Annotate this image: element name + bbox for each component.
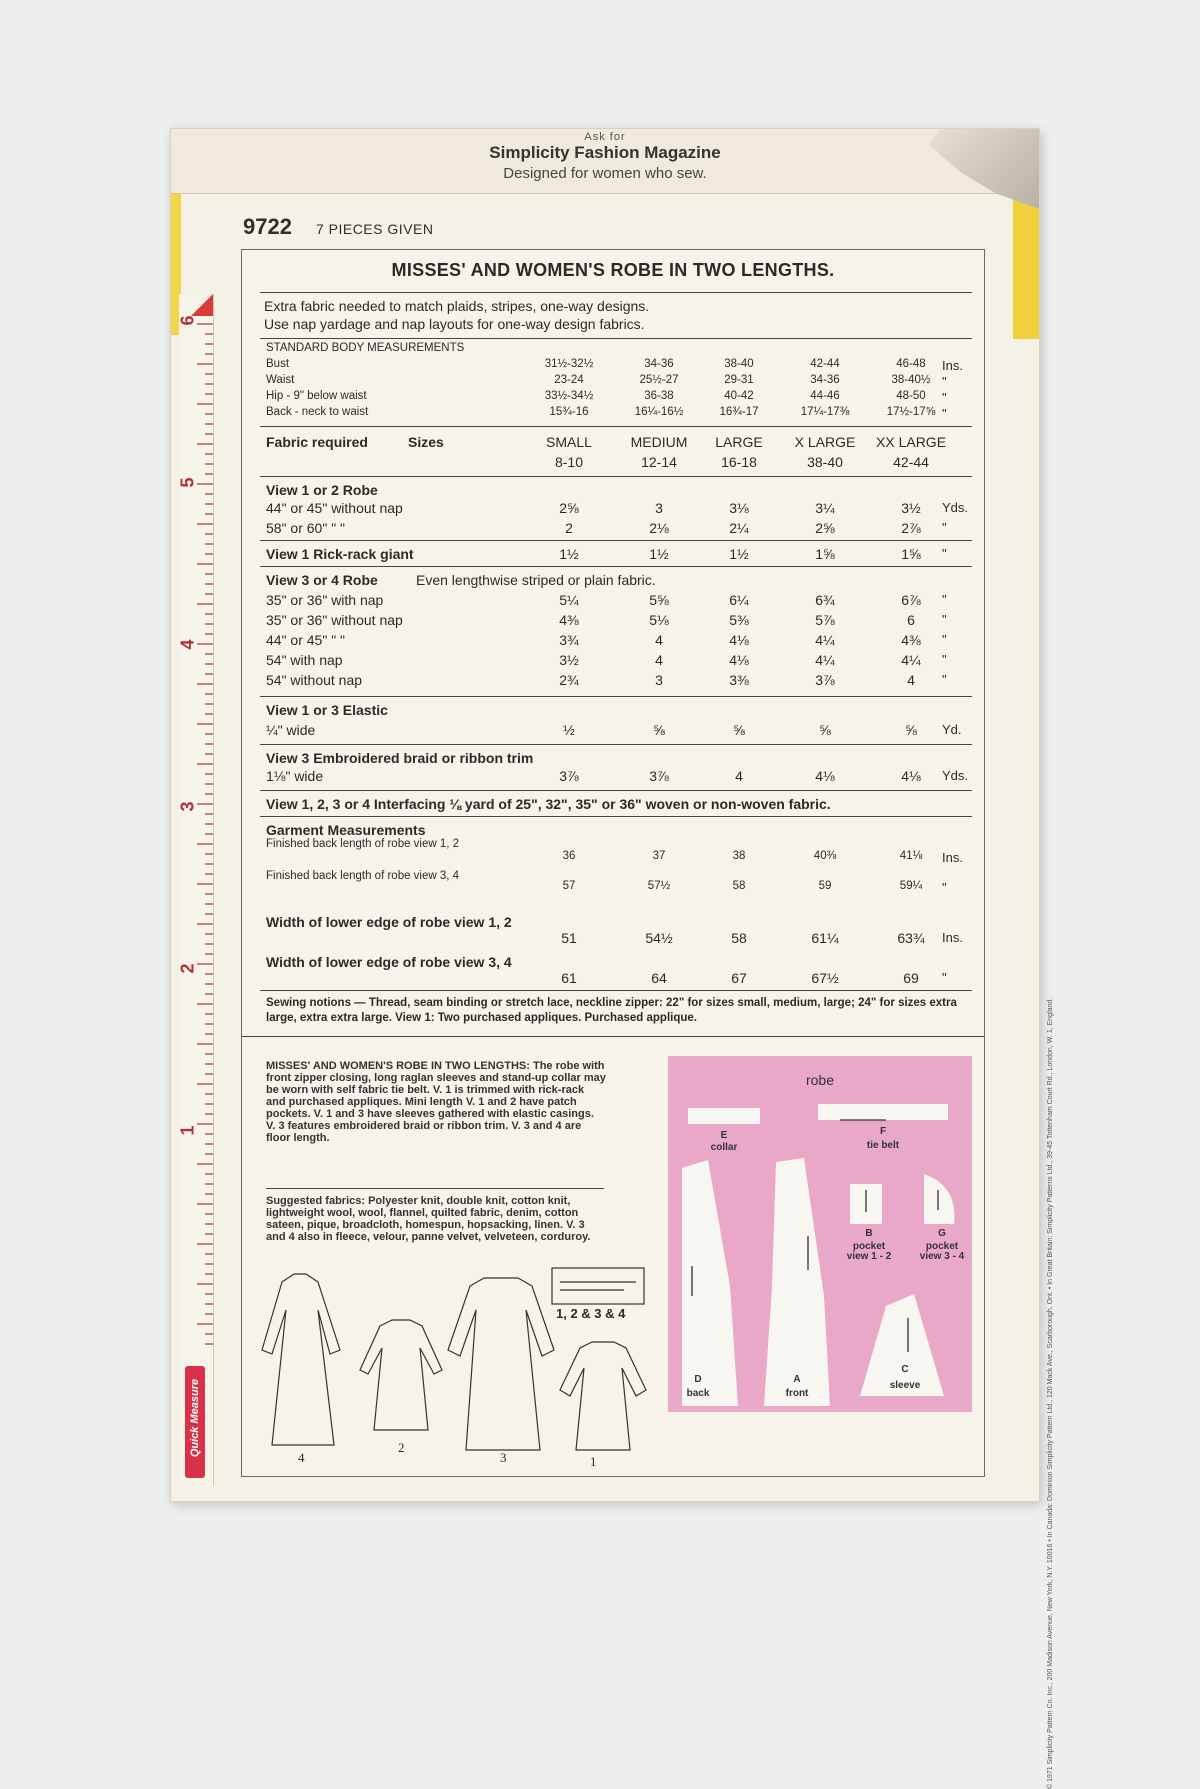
view-number: 2	[398, 1440, 405, 1455]
row-label: 54" without nap	[266, 672, 363, 688]
ruler-triangle-icon	[191, 294, 213, 316]
row-unit: "	[942, 970, 947, 985]
row-label: 35" or 36" without nap	[266, 612, 403, 628]
row-unit: Yd.	[942, 722, 962, 737]
row-unit: "	[942, 592, 947, 607]
cell-value: 6¼	[729, 592, 749, 608]
cell-value: 3¼	[815, 500, 835, 516]
cell-value: 54½	[645, 930, 673, 946]
cell-value: 4¼	[815, 632, 835, 648]
cell-value: 25½-27	[639, 374, 679, 386]
piece-name: pocket view 3 - 4	[919, 1241, 965, 1262]
piece-letter: G	[938, 1228, 946, 1239]
cell-value: 4	[907, 672, 915, 688]
view2-robe-sketch	[360, 1320, 442, 1430]
cell-value: 1½	[649, 546, 669, 562]
view3-robe-sketch	[448, 1278, 554, 1450]
note-line: Use nap yardage and nap layouts for one-way design fabrics.	[264, 316, 645, 332]
cell-value: ⅝	[905, 722, 917, 738]
quick-measure-badge	[185, 1366, 205, 1478]
note-line: Extra fabric needed to match plaids, stripes, one-way designs.	[264, 298, 650, 314]
interfacing-row: View 1, 2, 3 or 4 Interfacing ⅛ yard of 25", 32", 35" or 36" woven or non-woven fabric.	[266, 796, 831, 812]
cell-value: 63¾	[897, 930, 925, 946]
cell-value: 2¼	[729, 520, 749, 536]
cell-value: 3½	[901, 500, 921, 516]
cell-value: 23-24	[554, 374, 584, 386]
cell-value: ⅝	[819, 722, 831, 738]
divider	[260, 292, 972, 293]
cell-value: 3⅞	[815, 672, 835, 688]
ruler-number: 6	[177, 315, 198, 326]
piece-letter: A	[793, 1374, 801, 1385]
row-unit: Ins.	[942, 930, 963, 945]
cell-value: 5⅞	[815, 612, 835, 628]
size-name: LARGE	[715, 434, 763, 450]
pattern-number-line	[243, 214, 433, 240]
cell-value: 4	[655, 632, 663, 648]
row-unit: "	[942, 652, 947, 667]
piece-letter: D	[694, 1374, 702, 1385]
divider	[266, 1188, 604, 1189]
cell-value: 38-40	[724, 358, 754, 370]
row-label: 58" or 60" " "	[266, 520, 346, 536]
cell-value: 2	[565, 520, 573, 536]
size-name: X LARGE	[794, 434, 856, 450]
piece-letter: E	[720, 1130, 728, 1141]
cell-value: 67½	[811, 970, 839, 986]
cell-value: 4⅜	[559, 612, 579, 628]
cell-value: 36	[562, 850, 576, 862]
row-unit: "	[942, 406, 947, 421]
ruler-ticks	[179, 294, 213, 1486]
piece-back-shape	[682, 1160, 738, 1406]
row-label: 54" with nap	[266, 652, 343, 668]
cell-value: 17½-17⅝	[886, 406, 936, 418]
piece-letter: F	[879, 1126, 887, 1137]
cell-value: 5⅝	[649, 592, 669, 608]
piece-letter: C	[901, 1364, 909, 1375]
envelope-flap	[171, 129, 1039, 194]
cell-value: 31½-32½	[544, 358, 594, 370]
row-unit: "	[942, 390, 947, 405]
row-label: ¼" wide	[266, 722, 316, 738]
braid-heading: View 3 Embroidered braid or ribbon trim	[266, 750, 534, 766]
row-label: Back - neck to waist	[266, 406, 369, 418]
cell-value: 3¾	[559, 632, 579, 648]
row-label: 44" or 45" " "	[266, 632, 346, 648]
cell-value: 6⅞	[901, 592, 921, 608]
view1-robe-sketch	[560, 1342, 646, 1450]
belt-sketch	[560, 1282, 636, 1290]
cell-value: 2¾	[559, 672, 579, 688]
cell-value: 3⅞	[649, 768, 669, 784]
cell-value: 2⅞	[901, 520, 921, 536]
row-unit: Ins.	[942, 358, 963, 373]
row-label: Width of lower edge of robe view 3, 4	[266, 954, 512, 970]
cell-value: 64	[651, 970, 667, 986]
cell-value: 1⅝	[815, 546, 835, 562]
flap-ask: Ask for	[584, 131, 626, 143]
cell-value: 5⅛	[649, 612, 669, 628]
piece-letter: B	[865, 1228, 873, 1239]
cell-value: 3⅛	[729, 500, 749, 516]
cell-value: 15¾-16	[549, 406, 589, 418]
row-unit: Yds.	[942, 500, 969, 515]
cell-value: 58	[731, 930, 747, 946]
view4-robe-sketch	[262, 1274, 340, 1445]
row-label: 35" or 36" with nap	[266, 592, 384, 608]
cell-value: 1⅝	[901, 546, 921, 562]
fabric-required-label: Fabric required	[266, 434, 368, 450]
piece-pocket-g-shape	[924, 1174, 954, 1224]
cell-value: 34-36	[644, 358, 674, 370]
row-unit: "	[942, 612, 947, 627]
cell-value: 58	[732, 880, 746, 892]
size-range: 12-14	[641, 454, 677, 470]
row-unit: "	[942, 374, 947, 389]
cell-value: 2⅛	[649, 520, 669, 536]
cell-value: 42-44	[810, 358, 840, 370]
row-unit: "	[942, 880, 947, 895]
size-range: 42-44	[893, 454, 929, 470]
description: MISSES' AND WOMEN'S ROBE IN TWO LENGTHS: The robe with front zipper closing, long raglan sleeves and stand-up collar may be worn with self fabric tie belt. V. 1 is trimmed with rick-rack and purchased appliques. Mini length V. 1 and 2 have patch pockets. V. 1 and 3 have sleeves gathered with elastic casings. V. 3 features embroidered braid or ribbon trim. V. 3 and 4 are floor length.	[266, 1060, 606, 1144]
pattern-envelope	[170, 128, 1054, 1789]
row-label: Bust	[266, 358, 290, 370]
badge-label: Quick Measure	[189, 1378, 201, 1458]
cell-value: 1½	[559, 546, 579, 562]
row-unit: "	[942, 546, 947, 561]
cell-value: 33½-34½	[544, 390, 594, 402]
cell-value: 40-42	[724, 390, 754, 402]
divider	[260, 338, 972, 339]
cell-value: 38-40½	[891, 374, 931, 386]
cell-value: 16¾-17	[719, 406, 759, 418]
cell-value: 40⅜	[813, 850, 837, 862]
row-label: 1⅛" wide	[266, 768, 324, 784]
view-number: 4	[298, 1450, 305, 1465]
cell-value: 44-46	[810, 390, 840, 402]
row-unit: Ins.	[942, 850, 963, 865]
garment-heading: Garment Measurements	[266, 822, 426, 838]
view-number: 1	[590, 1454, 597, 1469]
row-unit: "	[942, 632, 947, 647]
cell-value: 48-50	[896, 390, 926, 402]
cell-value: 4	[735, 768, 743, 784]
diagram-title: robe	[805, 1072, 835, 1088]
cell-value: 1½	[729, 546, 749, 562]
cell-value: 2⅝	[559, 500, 579, 516]
ruler-number: 3	[177, 801, 198, 812]
cell-value: 69	[903, 970, 919, 986]
cell-value: 5¼	[559, 592, 579, 608]
divider	[260, 744, 972, 745]
divider	[242, 1036, 984, 1037]
belt-label: 1, 2 & 3 & 4	[556, 1306, 626, 1321]
ruler-number: 5	[177, 477, 198, 488]
pieces-given: 7 PIECES GIVEN	[315, 221, 434, 237]
cell-value: 5⅜	[729, 612, 749, 628]
cell-value: 57	[562, 880, 576, 892]
row-label: View 1 Rick-rack giant	[266, 546, 414, 562]
cell-value: ⅝	[653, 722, 665, 738]
info-panel	[241, 249, 985, 1477]
cell-value: 17¼-17⅜	[800, 406, 850, 418]
flap-tagline: Designed for women who sew.	[503, 165, 707, 182]
ruler-number: 1	[177, 1125, 198, 1136]
ruler-number: 4	[177, 639, 198, 650]
elastic-heading: View 1 or 3 Elastic	[266, 702, 388, 718]
cell-value: 4⅛	[729, 652, 749, 668]
copyright-credit: © 1971 Simplicity Pattern Co. Inc., 200 Madison Avenue, New York, N.Y. 10016 • In Canada: Dominion Simplicity Pattern Ltd., 120 Mack Ave., Scarborough, Ont. • In Great Britain: Simplicity Patterns Ltd., 39-45 Tottenham Court Rd., London, W. 1, England.	[1047, 997, 1054, 1789]
row-unit: Yds.	[942, 768, 969, 783]
size-range: 16-18	[721, 454, 757, 470]
cell-value: 61¼	[811, 930, 839, 946]
divider	[260, 476, 972, 477]
piece-name: tie belt	[866, 1140, 900, 1151]
cell-value: 3⅜	[729, 672, 749, 688]
cell-value: 57½	[647, 880, 671, 892]
piece-name: sleeve	[889, 1380, 921, 1391]
cell-value: 36-38	[644, 390, 674, 402]
size-name: SMALL	[546, 434, 592, 450]
row-label: Waist	[266, 374, 295, 386]
cell-value: 16¼-16½	[634, 406, 684, 418]
cell-value: 67	[731, 970, 747, 986]
row-label: 44" or 45" without nap	[266, 500, 403, 516]
pattern-pieces-diagram	[668, 1056, 972, 1412]
divider	[260, 816, 972, 817]
cell-value: 4¼	[901, 652, 921, 668]
divider	[260, 990, 972, 991]
cell-value: 41⅛	[899, 850, 923, 862]
sizes-label: Sizes	[408, 434, 444, 450]
divider	[260, 426, 972, 427]
cell-value: 4⅛	[901, 768, 921, 784]
cell-value: 29-31	[724, 374, 754, 386]
size-range: 8-10	[554, 454, 584, 470]
row-label: Finished back length of robe view 3, 4	[266, 870, 460, 882]
row-label: Width of lower edge of robe view 1, 2	[266, 914, 512, 930]
row-label: Hip - 9" below waist	[266, 390, 367, 402]
cell-value: 6¾	[815, 592, 835, 608]
cell-value: 59¼	[899, 880, 923, 892]
pattern-number: 9722	[243, 214, 292, 239]
cell-value: 37	[652, 850, 666, 862]
divider	[260, 790, 972, 791]
cell-value: 2⅝	[815, 520, 835, 536]
cell-value: 3	[655, 672, 663, 688]
piece-name: pocket view 1 - 2	[846, 1241, 892, 1262]
suggested-fabrics: Suggested fabrics: Polyester knit, double knit, cotton knit, lightweight wool, wool, flannel, quilted fabric, denim, cotton sateen, pique, broadcloth, homespun, hopsacking, linen. V. 3 and 4 also in fleece, velour, panne velvet, velveteen, corduroy.	[266, 1195, 591, 1243]
size-name: MEDIUM	[630, 434, 688, 450]
divider	[260, 566, 972, 567]
ruler-number: 2	[177, 963, 198, 974]
divider	[260, 696, 972, 697]
cell-value: 34-36	[810, 374, 840, 386]
cell-value: 3⅞	[559, 768, 579, 784]
piece-name: front	[785, 1388, 809, 1399]
row-unit: "	[942, 520, 947, 535]
cell-value: 61	[561, 970, 577, 986]
belt-box	[552, 1268, 644, 1304]
piece-front-shape	[764, 1158, 830, 1406]
cell-value: 4¼	[815, 652, 835, 668]
view12-heading: View 1 or 2 Robe	[266, 482, 378, 498]
cell-value: 51	[561, 930, 577, 946]
piece-name: back	[686, 1388, 710, 1399]
piece-name: collar	[710, 1142, 738, 1153]
size-name: XX LARGE	[876, 434, 947, 450]
cell-value: 3½	[559, 652, 579, 668]
view34-heading: View 3 or 4 Robe	[266, 572, 378, 588]
cell-value: 59	[818, 880, 832, 892]
view34-note: Even lengthwise striped or plain fabric.	[416, 572, 656, 588]
flap-brand: Simplicity Fashion Magazine	[489, 143, 721, 162]
cell-value: ⅝	[733, 722, 745, 738]
cell-value: 6	[907, 612, 915, 628]
cell-value: 4⅛	[815, 768, 835, 784]
quick-measure-ruler	[179, 294, 214, 1486]
view-sketches	[252, 1260, 672, 1460]
cell-value: ½	[563, 722, 575, 738]
cell-value: 38	[732, 850, 746, 862]
view-number: 3	[500, 1450, 507, 1465]
cell-value: 46-48	[896, 358, 926, 370]
body-measurements-heading: STANDARD BODY MEASUREMENTS	[266, 342, 465, 354]
row-unit: "	[942, 672, 947, 687]
cell-value: 4⅛	[729, 632, 749, 648]
row-label: Finished back length of robe view 1, 2	[266, 838, 460, 850]
cell-value: 4⅜	[901, 632, 921, 648]
size-range: 38-40	[807, 454, 843, 470]
cell-value: 3	[655, 500, 663, 516]
pattern-title: MISSES' AND WOMEN'S ROBE IN TWO LENGTHS.	[391, 260, 835, 280]
sewing-notions: Sewing notions — Thread, seam binding or stretch lace, neckline zipper: 22" for sizes small, medium, large; 24" for sizes extra large, extra extra large. View 1: Two purchased appliques. Purchased applique.	[266, 997, 957, 1024]
divider	[260, 540, 972, 541]
cell-value: 4	[655, 652, 663, 668]
